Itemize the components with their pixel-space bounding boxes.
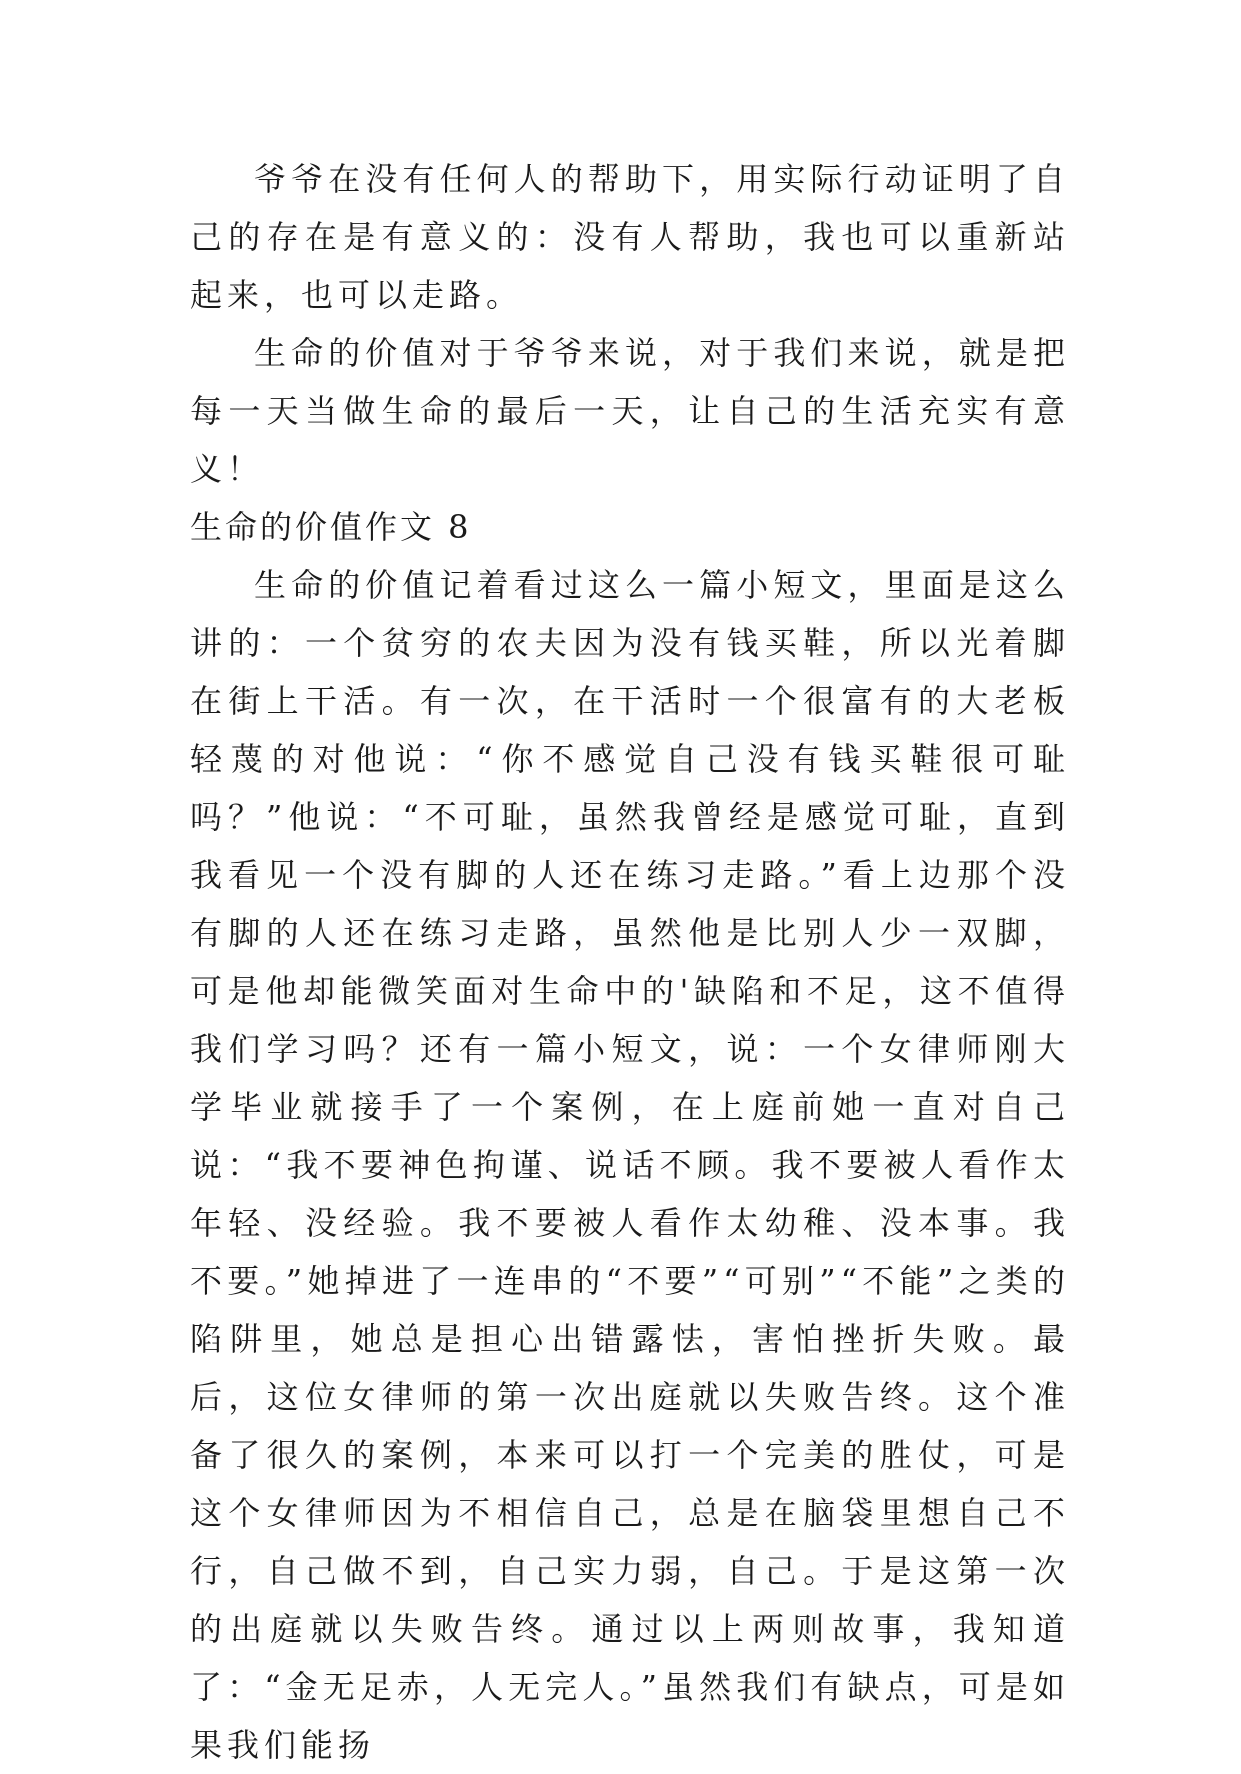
paragraph-essay-body: 生命的价值记着看过这么一篇小短文，里面是这么讲的：一个贫穷的农夫因为没有钱买鞋，所以光着脚在街上干活。有一次，在干活时一个很富有的大老板轻蔑的对他说：“你不感觉自己没有钱买鞋很可耻吗？”他说：“不可耻，虽然我曾经是感觉可耻，直到我看见一个没有脚的人还在练习走路。”看上边那个没有脚的人还在练习走路，虽然他是比别人少一双脚，可是他却能微笑面对生命中的'缺陷和不足，这不值得我们学习吗？还有一篇小短文，说：一个女律师刚大学毕业就接手了一个案例，在上庭前她一直对自己说：“我不要神色拘谨、说话不顾。我不要被人看作太年轻、没经验。我不要被人看作太幼稚、没本事。我不要。”她掉进了一连串的“不要”“可别”“不能”之类的陷阱里，她总是担心出错露怯，害怕挫折失败。最后，这位女律师的第一次出庭就以失败告终。这个准备了很久的案例，本来可以打一个完美的胜仗，可是这个女律师因为不相信自己，总是在脑袋里想自己不行，自己做不到，自己实力弱，自己。于是这第一次的出庭就以失败告终。通过以上两则故事，我知道了：“金无足赤，人无完人。”虽然我们有缺点，可是如果我们能扬	[190, 566, 1070, 1764]
document-body	[190, 150, 1070, 1774]
essay-heading: 生命的价值作文 8	[190, 508, 472, 546]
paragraph-life-value: 生命的价值对于爷爷来说，对于我们来说，就是把每一天当做生命的最后一天，让自己的生活充实有意义！	[190, 334, 1070, 488]
paragraph-grandpa-proof: 爷爷在没有任何人的帮助下，用实际行动证明了自己的存在是有意义的：没有人帮助，我也可以重新站起来，也可以走路。	[190, 160, 1070, 314]
